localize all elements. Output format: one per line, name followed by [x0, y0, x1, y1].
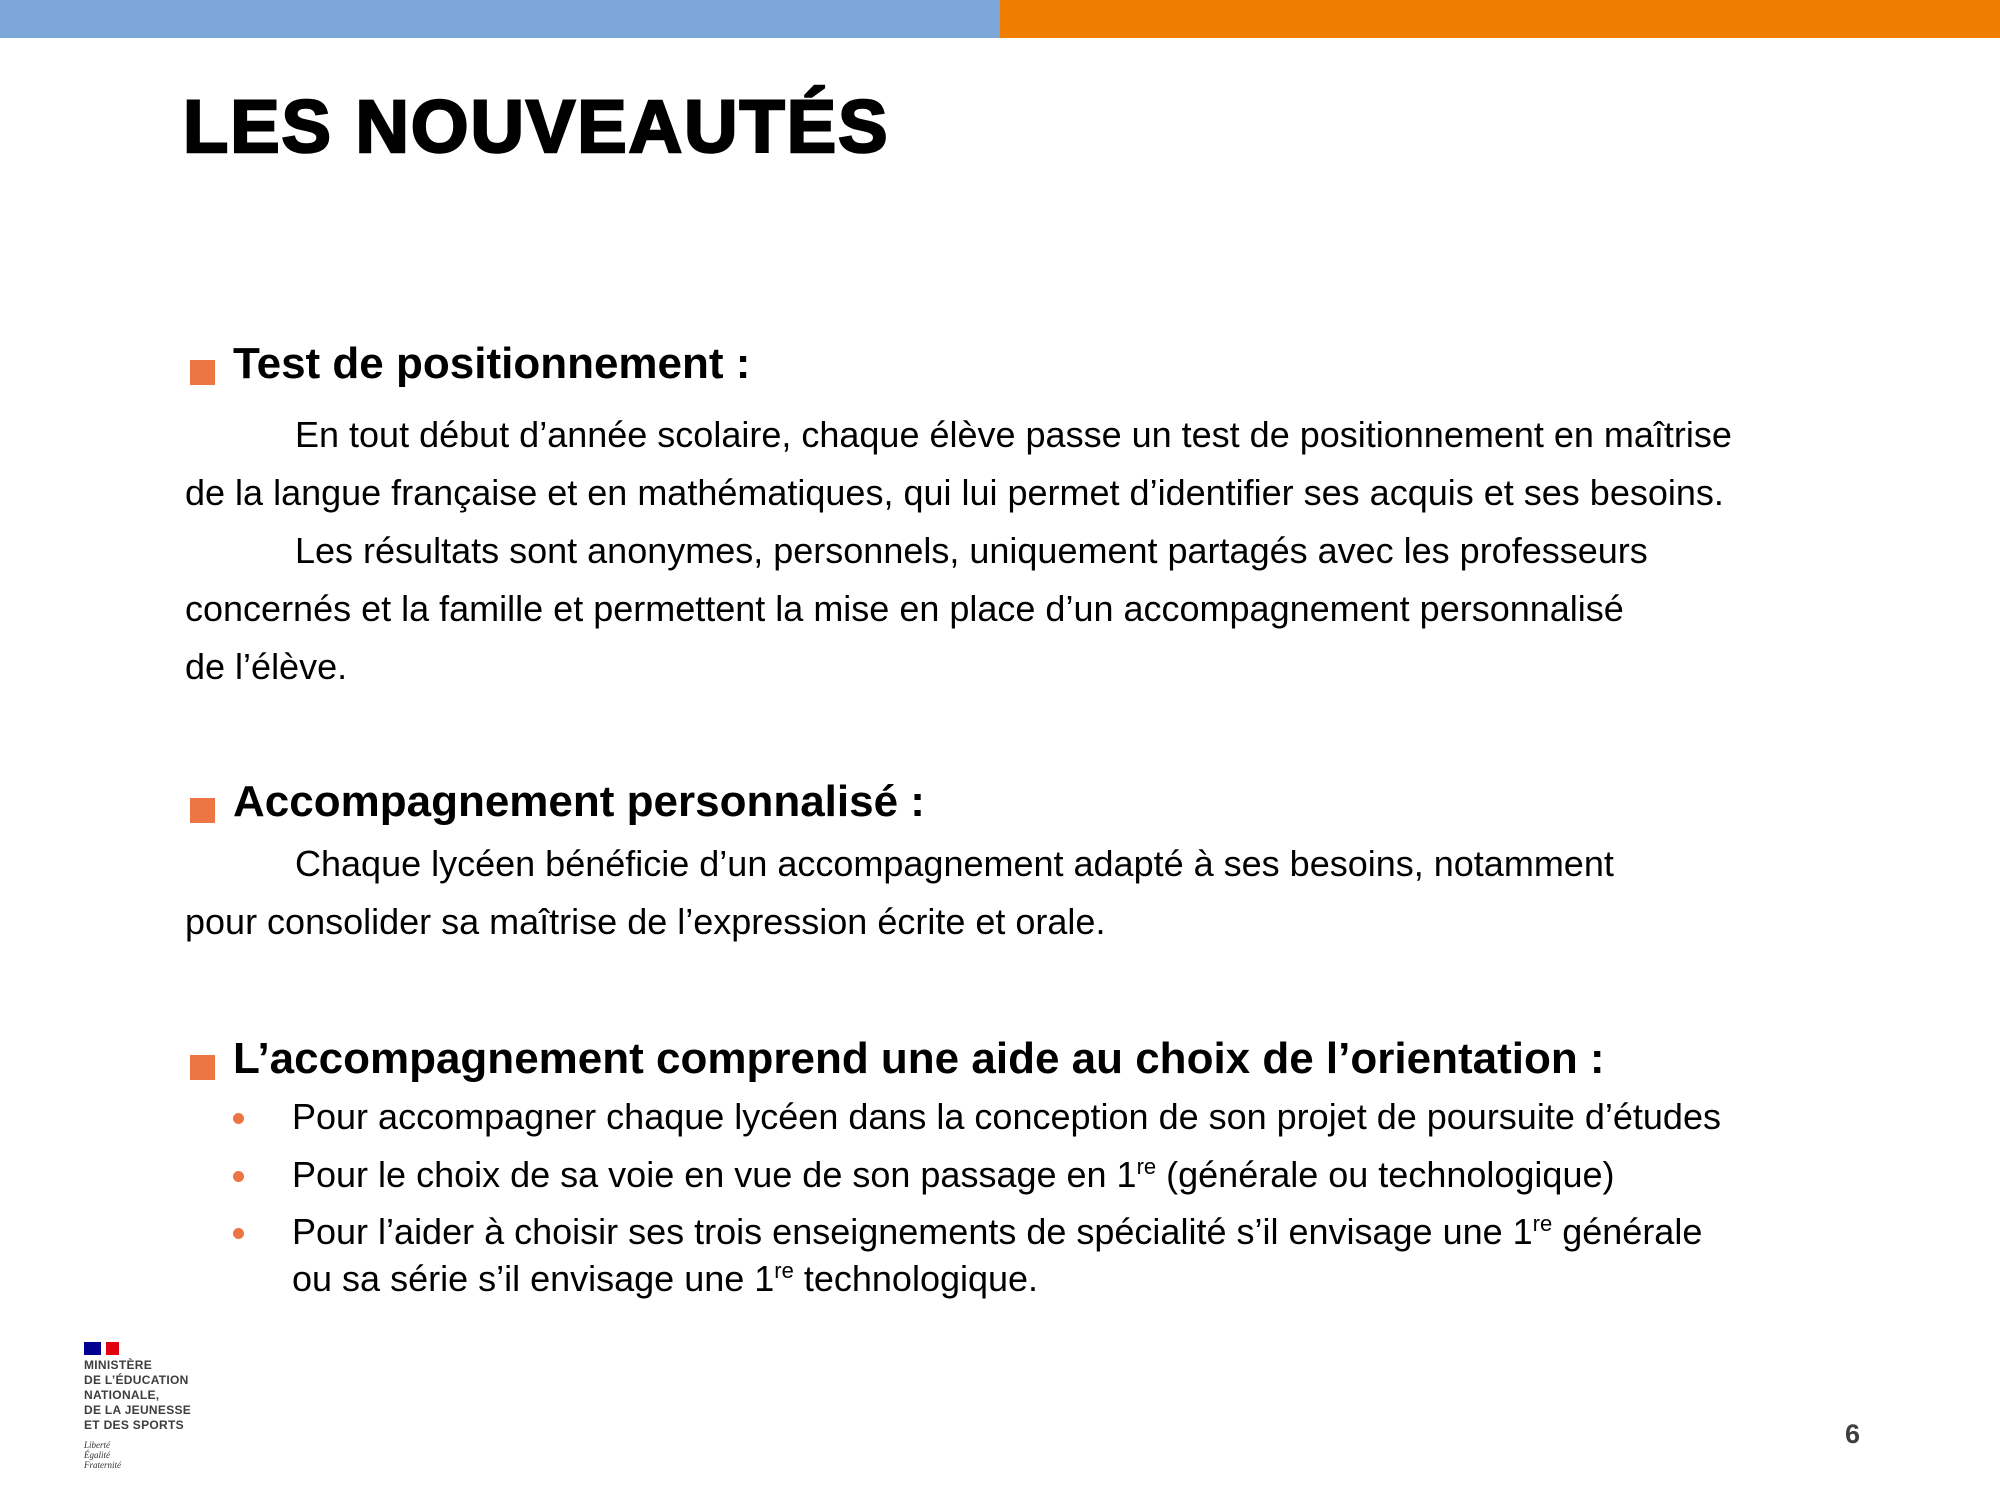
bullet-text: Pour accompagner chaque lycéen dans la conception de son projet de poursuite d’études [292, 1096, 1721, 1137]
superscript: re [1532, 1211, 1553, 1236]
section-heading-test-positionnement: Test de positionnement : [233, 339, 751, 388]
bullet-text: générale [1552, 1211, 1703, 1252]
ministry-name-line: DE L’ÉDUCATION [84, 1373, 189, 1387]
ministry-name-line: ET DES SPORTS [84, 1418, 184, 1432]
body-line: Les résultats sont anonymes, personnels, uniquement partagés avec les professeurs [295, 530, 1648, 571]
ministry-name-line: MINISTÈRE [84, 1358, 153, 1372]
flag-blue-stripe [84, 1342, 101, 1355]
flag-red-stripe [106, 1342, 119, 1355]
round-bullet-icon [233, 1113, 244, 1124]
body-line: de la langue française et en mathématiques, qui lui permet d’identifier ses acquis et ses besoins. [185, 472, 1724, 513]
top-bar-orange [1000, 0, 2000, 38]
square-bullet-icon [190, 798, 215, 823]
square-bullet-icon [190, 360, 215, 385]
page-number: 6 [1845, 1419, 1861, 1449]
body-line: de l’élève. [185, 646, 348, 687]
bullet-text: technologique. [793, 1258, 1039, 1299]
body-line: concernés et la famille et permettent la mise en place d’un accompagnement personnalisé [185, 588, 1624, 629]
bullet-text: (générale ou technologique) [1156, 1154, 1615, 1195]
ministry-name-line: NATIONALE, [84, 1388, 160, 1402]
sub-bullet-item [292, 1093, 1721, 1140]
ministry-logo [84, 1342, 191, 1470]
body-line: pour consolider sa maîtrise de l’expression écrite et orale. [185, 901, 1106, 942]
ministry-name [84, 1358, 191, 1433]
superscript: re [1136, 1154, 1157, 1179]
bullet-text: Pour le choix de sa voie en vue de son passage en 1 [292, 1154, 1137, 1195]
body-line: En tout début d’année scolaire, chaque élève passe un test de positionnement en maîtrise [295, 414, 1732, 455]
round-bullet-icon [233, 1228, 244, 1239]
french-flag-icon [84, 1342, 122, 1355]
bullet-text: Pour l’aider à choisir ses trois enseignements de spécialité s’il envisage une 1 [292, 1211, 1533, 1252]
round-bullet-icon [233, 1171, 244, 1182]
superscript: re [774, 1258, 794, 1283]
ministry-name-line: DE LA JEUNESSE [84, 1403, 192, 1417]
paragraph [185, 406, 1732, 522]
square-bullet-icon [190, 1055, 215, 1080]
motto-line: Liberté [84, 1440, 110, 1450]
motto-line: Fraternité [84, 1460, 121, 1470]
paragraph [185, 835, 1614, 951]
slide-title: LES NOUVEAUTÉS [183, 85, 890, 168]
paragraph [185, 522, 1648, 696]
top-bar-blue [0, 0, 1000, 38]
section-heading-accompagnement: Accompagnement personnalisé : [233, 777, 925, 826]
ministry-motto [84, 1440, 191, 1470]
body-line: Chaque lycéen bénéficie d’un accompagnement adapté à ses besoins, notamment [295, 843, 1614, 884]
sub-bullet-item [292, 1151, 1614, 1198]
motto-line: Égalité [84, 1450, 110, 1460]
sub-bullet-item [292, 1208, 1702, 1302]
section-heading-orientation: L’accompagnement comprend une aide au choix de l’orientation : [233, 1034, 1605, 1083]
bullet-text: ou sa série s’il envisage une 1 [292, 1258, 775, 1299]
